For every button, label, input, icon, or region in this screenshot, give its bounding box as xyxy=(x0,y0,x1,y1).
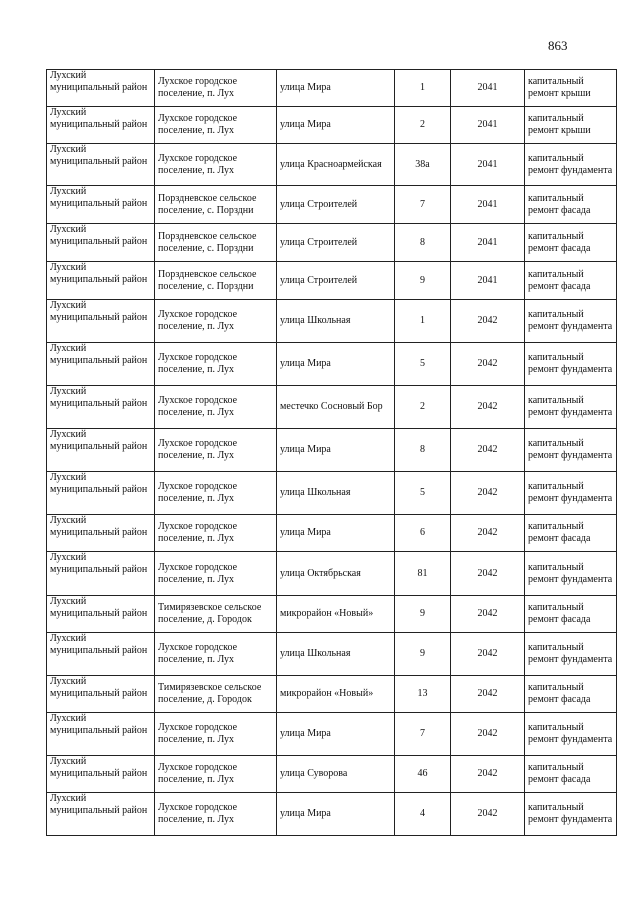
work-type-cell: капитальный ремонт фундамента xyxy=(525,552,617,596)
year-cell: 2041 xyxy=(451,107,525,144)
year-cell: 2042 xyxy=(451,343,525,386)
year-cell: 2042 xyxy=(451,552,525,596)
table-row xyxy=(47,429,617,472)
work-type-cell: капитальный ремонт фасада xyxy=(525,515,617,552)
house-number-cell: 6 xyxy=(395,515,451,552)
street-cell: улица Мира xyxy=(277,107,395,144)
work-type-cell: капитальный ремонт фундамента xyxy=(525,429,617,472)
house-number-cell: 81 xyxy=(395,552,451,596)
district-cell: Лухский муниципальный район xyxy=(47,633,155,676)
district-cell: Лухский муниципальный район xyxy=(47,144,155,186)
table-row xyxy=(47,756,617,793)
table-row xyxy=(47,713,617,756)
district-cell: Лухский муниципальный район xyxy=(47,472,155,515)
street-cell: улица Мира xyxy=(277,793,395,836)
settlement-cell: Лухское городское поселение, п. Лух xyxy=(155,472,277,515)
table-row xyxy=(47,300,617,343)
settlement-cell: Лухское городское поселение, п. Лух xyxy=(155,756,277,793)
table-row xyxy=(47,343,617,386)
district-cell: Лухский муниципальный район xyxy=(47,70,155,107)
street-cell: улица Строителей xyxy=(277,224,395,262)
settlement-cell: Порздневское сельское поселение, с. Порздни xyxy=(155,186,277,224)
year-cell: 2041 xyxy=(451,224,525,262)
house-number-cell: 2 xyxy=(395,107,451,144)
settlement-cell: Лухское городское поселение, п. Лух xyxy=(155,386,277,429)
year-cell: 2042 xyxy=(451,713,525,756)
street-cell: улица Школьная xyxy=(277,633,395,676)
work-type-cell: капитальный ремонт фасада xyxy=(525,596,617,633)
work-type-cell: капитальный ремонт фундамента xyxy=(525,300,617,343)
table-row xyxy=(47,386,617,429)
house-number-cell: 8 xyxy=(395,224,451,262)
settlement-cell: Лухское городское поселение, п. Лух xyxy=(155,552,277,596)
district-cell: Лухский муниципальный район xyxy=(47,756,155,793)
settlement-cell: Лухское городское поселение, п. Лух xyxy=(155,144,277,186)
work-type-cell: капитальный ремонт крыши xyxy=(525,70,617,107)
street-cell: улица Мира xyxy=(277,515,395,552)
work-type-cell: капитальный ремонт фасада xyxy=(525,262,617,300)
district-cell: Лухский муниципальный район xyxy=(47,224,155,262)
street-cell: улица Строителей xyxy=(277,186,395,224)
house-number-cell: 38а xyxy=(395,144,451,186)
settlement-cell: Тимирязевское сельское поселение, д. Городок xyxy=(155,676,277,713)
year-cell: 2042 xyxy=(451,756,525,793)
year-cell: 2041 xyxy=(451,186,525,224)
settlement-cell: Лухское городское поселение, п. Лух xyxy=(155,515,277,552)
year-cell: 2042 xyxy=(451,300,525,343)
district-cell: Лухский муниципальный район xyxy=(47,713,155,756)
work-type-cell: капитальный ремонт фасада xyxy=(525,224,617,262)
work-type-cell: капитальный ремонт фасада xyxy=(525,186,617,224)
settlement-cell: Лухское городское поселение, п. Лух xyxy=(155,793,277,836)
house-number-cell: 9 xyxy=(395,262,451,300)
district-cell: Лухский муниципальный район xyxy=(47,343,155,386)
house-number-cell: 13 xyxy=(395,676,451,713)
table-row xyxy=(47,515,617,552)
year-cell: 2042 xyxy=(451,596,525,633)
settlement-cell: Порздневское сельское поселение, с. Порздни xyxy=(155,262,277,300)
house-number-cell: 5 xyxy=(395,472,451,515)
house-number-cell: 2 xyxy=(395,386,451,429)
table-row xyxy=(47,793,617,836)
year-cell: 2042 xyxy=(451,472,525,515)
house-number-cell: 1 xyxy=(395,300,451,343)
work-type-cell: капитальный ремонт крыши xyxy=(525,107,617,144)
street-cell: улица Школьная xyxy=(277,300,395,343)
work-type-cell: капитальный ремонт фундамента xyxy=(525,633,617,676)
settlement-cell: Порздневское сельское поселение, с. Порздни xyxy=(155,224,277,262)
year-cell: 2042 xyxy=(451,515,525,552)
year-cell: 2041 xyxy=(451,70,525,107)
settlement-cell: Лухское городское поселение, п. Лух xyxy=(155,343,277,386)
table-row xyxy=(47,186,617,224)
house-number-cell: 8 xyxy=(395,429,451,472)
settlement-cell: Лухское городское поселение, п. Лух xyxy=(155,70,277,107)
table-row xyxy=(47,70,617,107)
work-type-cell: капитальный ремонт фасада xyxy=(525,676,617,713)
street-cell: улица Мира xyxy=(277,713,395,756)
year-cell: 2042 xyxy=(451,429,525,472)
street-cell: улица Октябрьская xyxy=(277,552,395,596)
house-number-cell: 46 xyxy=(395,756,451,793)
district-cell: Лухский муниципальный район xyxy=(47,552,155,596)
house-number-cell: 9 xyxy=(395,596,451,633)
house-number-cell: 1 xyxy=(395,70,451,107)
settlement-cell: Лухское городское поселение, п. Лух xyxy=(155,300,277,343)
page-number: 863 xyxy=(548,38,568,53)
house-number-cell: 9 xyxy=(395,633,451,676)
district-cell: Лухский муниципальный район xyxy=(47,262,155,300)
district-cell: Лухский муниципальный район xyxy=(47,596,155,633)
work-type-cell: капитальный ремонт фундамента xyxy=(525,144,617,186)
district-cell: Лухский муниципальный район xyxy=(47,300,155,343)
street-cell: улица Суворова xyxy=(277,756,395,793)
district-cell: Лухский муниципальный район xyxy=(47,429,155,472)
year-cell: 2041 xyxy=(451,144,525,186)
street-cell: микрорайон «Новый» xyxy=(277,676,395,713)
house-number-cell: 7 xyxy=(395,713,451,756)
table-row xyxy=(47,224,617,262)
district-cell: Лухский муниципальный район xyxy=(47,676,155,713)
table-row xyxy=(47,676,617,713)
work-type-cell: капитальный ремонт фундамента xyxy=(525,386,617,429)
house-number-cell: 5 xyxy=(395,343,451,386)
work-type-cell: капитальный ремонт фундамента xyxy=(525,343,617,386)
settlement-cell: Лухское городское поселение, п. Лух xyxy=(155,107,277,144)
district-cell: Лухский муниципальный район xyxy=(47,186,155,224)
street-cell: улица Школьная xyxy=(277,472,395,515)
year-cell: 2042 xyxy=(451,793,525,836)
district-cell: Лухский муниципальный район xyxy=(47,107,155,144)
street-cell: улица Мира xyxy=(277,343,395,386)
table-row xyxy=(47,262,617,300)
year-cell: 2042 xyxy=(451,676,525,713)
district-cell: Лухский муниципальный район xyxy=(47,515,155,552)
table-row xyxy=(47,144,617,186)
street-cell: улица Строителей xyxy=(277,262,395,300)
year-cell: 2041 xyxy=(451,262,525,300)
table-row xyxy=(47,552,617,596)
district-cell: Лухский муниципальный район xyxy=(47,793,155,836)
house-number-cell: 7 xyxy=(395,186,451,224)
house-number-cell: 4 xyxy=(395,793,451,836)
table-row xyxy=(47,596,617,633)
table-row xyxy=(47,107,617,144)
work-type-cell: капитальный ремонт фасада xyxy=(525,756,617,793)
district-cell: Лухский муниципальный район xyxy=(47,386,155,429)
settlement-cell: Тимирязевское сельское поселение, д. Городок xyxy=(155,596,277,633)
year-cell: 2042 xyxy=(451,386,525,429)
work-type-cell: капитальный ремонт фундамента xyxy=(525,793,617,836)
street-cell: местечко Сосновый Бор xyxy=(277,386,395,429)
year-cell: 2042 xyxy=(451,633,525,676)
settlement-cell: Лухское городское поселение, п. Лух xyxy=(155,429,277,472)
settlement-cell: Лухское городское поселение, п. Лух xyxy=(155,633,277,676)
street-cell: улица Мира xyxy=(277,429,395,472)
table-row xyxy=(47,633,617,676)
settlement-cell: Лухское городское поселение, п. Лух xyxy=(155,713,277,756)
work-type-cell: капитальный ремонт фундамента xyxy=(525,713,617,756)
repair-schedule-table xyxy=(46,69,617,836)
table-row xyxy=(47,472,617,515)
street-cell: улица Красноармейская xyxy=(277,144,395,186)
work-type-cell: капитальный ремонт фундамента xyxy=(525,472,617,515)
street-cell: микрорайон «Новый» xyxy=(277,596,395,633)
table-body xyxy=(47,70,617,836)
street-cell: улица Мира xyxy=(277,70,395,107)
